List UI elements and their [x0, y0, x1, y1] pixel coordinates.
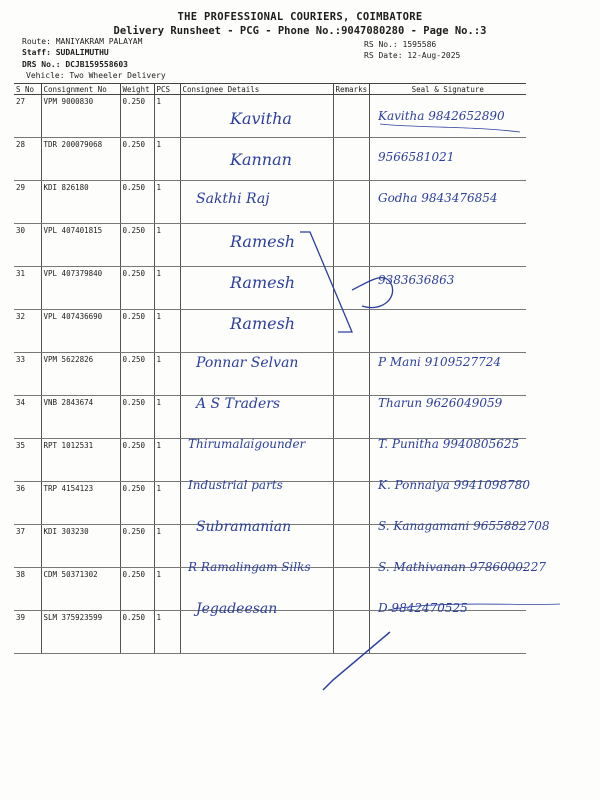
handwritten-consignee: R Ramalingam Silks	[188, 560, 311, 574]
handwritten-consignee: Jegadeesan	[196, 601, 278, 617]
handwritten-consignee: A S Traders	[196, 396, 281, 412]
handwritten-consignee: Kannan	[230, 150, 292, 169]
handwritten-signature: T. Punitha 9940805625	[378, 437, 520, 451]
staff-label: Staff: SUDALIMUTHU	[22, 48, 109, 57]
row-pcs: 1	[154, 310, 180, 353]
table-row	[14, 353, 526, 396]
row-consignment-no: TRP 4154123	[41, 482, 120, 525]
row-signature-cell	[369, 568, 526, 611]
row-sno: 29	[14, 181, 41, 224]
row-signature-cell	[369, 525, 526, 568]
row-consignment-no: VPM 5622826	[41, 353, 120, 396]
handwritten-consignee: Industrial parts	[188, 478, 283, 492]
row-consignment-no: VPM 9000830	[41, 95, 120, 138]
table-row	[14, 439, 526, 482]
row-weight: 0.250	[120, 138, 154, 181]
row-consignee-cell	[180, 568, 333, 611]
handwritten-consignee: Ramesh	[230, 314, 296, 333]
handwritten-consignee: Ponnar Selvan	[196, 355, 299, 371]
col-remarks-header: Remarks	[333, 84, 369, 95]
row-consignee-cell	[180, 310, 333, 353]
handwritten-signature: K. Ponnaiya 9941098780	[378, 478, 530, 492]
row-weight: 0.250	[120, 267, 154, 310]
row-consignee-cell	[180, 138, 333, 181]
row-pcs: 1	[154, 482, 180, 525]
row-consignee-cell	[180, 396, 333, 439]
handwritten-signature: D 9842470525	[378, 601, 468, 615]
col-pcs-header: PCS	[154, 84, 180, 95]
row-consignee-cell	[180, 482, 333, 525]
row-weight: 0.250	[120, 439, 154, 482]
row-consignee-cell	[180, 95, 333, 138]
handwritten-signature: Tharun 9626049059	[378, 396, 503, 410]
table-row	[14, 396, 526, 439]
row-signature-cell	[369, 224, 526, 267]
table-row	[14, 267, 526, 310]
table-row	[14, 138, 526, 181]
row-consignee-cell	[180, 353, 333, 396]
row-consignment-no: TDR 200079068	[41, 138, 120, 181]
table-row	[14, 95, 526, 138]
table-row	[14, 181, 526, 224]
table-row	[14, 568, 526, 611]
row-signature-cell	[369, 439, 526, 482]
handwritten-consignee: Ramesh	[230, 232, 296, 251]
table-row	[14, 224, 526, 267]
col-consignment-header: Consignment No	[41, 84, 120, 95]
row-remarks-cell	[333, 353, 369, 396]
handwritten-consignee: Subramanian	[196, 519, 292, 535]
row-sno: 35	[14, 439, 41, 482]
row-consignment-no: SLM 375923599	[41, 611, 120, 654]
runsheet-table	[14, 83, 526, 654]
rs-date: RS Date: 12-Aug-2025	[364, 51, 461, 60]
rs-number: RS No.: 1595586	[364, 40, 437, 49]
handwritten-signature: Godha 9843476854	[378, 191, 498, 205]
row-consignee-cell	[180, 267, 333, 310]
row-remarks-cell	[333, 138, 369, 181]
row-consignee-cell	[180, 224, 333, 267]
row-sno: 34	[14, 396, 41, 439]
row-remarks-cell	[333, 525, 369, 568]
row-signature-cell	[369, 181, 526, 224]
row-consignment-no: VNB 2843674	[41, 396, 120, 439]
row-remarks-cell	[333, 181, 369, 224]
handwritten-signature: 9566581021	[378, 150, 455, 164]
col-weight-header: Weight	[120, 84, 154, 95]
row-pcs: 1	[154, 353, 180, 396]
row-weight: 0.250	[120, 224, 154, 267]
row-pcs: 1	[154, 568, 180, 611]
row-weight: 0.250	[120, 353, 154, 396]
row-remarks-cell	[333, 482, 369, 525]
row-signature-cell	[369, 95, 526, 138]
row-consignee-cell	[180, 439, 333, 482]
row-consignment-no: VPL 407436690	[41, 310, 120, 353]
row-sno: 39	[14, 611, 41, 654]
row-remarks-cell	[333, 310, 369, 353]
row-pcs: 1	[154, 439, 180, 482]
row-consignment-no: CDM 50371302	[41, 568, 120, 611]
row-sno: 31	[14, 267, 41, 310]
row-sno: 27	[14, 95, 41, 138]
row-consignment-no: KDI 826180	[41, 181, 120, 224]
row-signature-cell	[369, 310, 526, 353]
row-weight: 0.250	[120, 181, 154, 224]
row-sno: 30	[14, 224, 41, 267]
row-sno: 36	[14, 482, 41, 525]
row-pcs: 1	[154, 525, 180, 568]
row-remarks-cell	[333, 396, 369, 439]
row-remarks-cell	[333, 224, 369, 267]
col-consignee-header: Consignee Details	[180, 84, 333, 95]
table-row	[14, 525, 526, 568]
row-weight: 0.250	[120, 482, 154, 525]
row-signature-cell	[369, 611, 526, 654]
row-pcs: 1	[154, 181, 180, 224]
row-signature-cell	[369, 353, 526, 396]
row-pcs: 1	[154, 138, 180, 181]
table-row	[14, 611, 526, 654]
row-consignment-no: KDI 303230	[41, 525, 120, 568]
row-weight: 0.250	[120, 310, 154, 353]
row-weight: 0.250	[120, 611, 154, 654]
row-consignee-cell	[180, 611, 333, 654]
handwritten-signature: 9383636863	[378, 273, 455, 287]
handwritten-consignee: Thirumalaigounder	[188, 437, 306, 451]
runsheet-title: Delivery Runsheet - PCG - Phone No.:9047080280 - Page No.:3	[113, 25, 487, 37]
row-consignee-cell	[180, 181, 333, 224]
row-remarks-cell	[333, 439, 369, 482]
company-name: THE PROFESSIONAL COURIERS, COIMBATORE	[177, 11, 423, 23]
row-signature-cell	[369, 267, 526, 310]
drs-number: DRS No.: DCJB159558603	[22, 60, 128, 69]
col-signature-header: Seal & Signature	[369, 84, 526, 95]
table-row	[14, 310, 526, 353]
row-consignee-cell	[180, 525, 333, 568]
row-signature-cell	[369, 482, 526, 525]
route-label: Route: MANIYAKRAM PALAYAM	[22, 37, 143, 46]
row-pcs: 1	[154, 396, 180, 439]
row-pcs: 1	[154, 267, 180, 310]
handwritten-signature: P Mani 9109527724	[378, 355, 502, 369]
handwritten-signature: Kavitha 9842652890	[378, 109, 505, 123]
row-remarks-cell	[333, 267, 369, 310]
row-signature-cell	[369, 396, 526, 439]
row-weight: 0.250	[120, 95, 154, 138]
row-sno: 28	[14, 138, 41, 181]
handwritten-consignee: Kavitha	[230, 109, 292, 128]
row-pcs: 1	[154, 95, 180, 138]
row-consignment-no: VPL 407379840	[41, 267, 120, 310]
table-header-row	[14, 84, 526, 95]
row-sno: 38	[14, 568, 41, 611]
table-row	[14, 482, 526, 525]
handwritten-consignee: Ramesh	[230, 273, 296, 292]
row-weight: 0.250	[120, 396, 154, 439]
row-remarks-cell	[333, 568, 369, 611]
row-consignment-no: VPL 407401815	[41, 224, 120, 267]
col-sno-header: S No	[14, 84, 41, 95]
row-weight: 0.250	[120, 568, 154, 611]
row-pcs: 1	[154, 611, 180, 654]
row-sno: 32	[14, 310, 41, 353]
handwritten-consignee: Sakthi Raj	[196, 191, 270, 207]
vehicle-label: Vehicle: Two Wheeler Delivery	[26, 71, 166, 80]
handwritten-signature: S. Kanagamani 9655882708	[378, 519, 550, 533]
row-sno: 37	[14, 525, 41, 568]
row-weight: 0.250	[120, 525, 154, 568]
row-remarks-cell	[333, 95, 369, 138]
row-pcs: 1	[154, 224, 180, 267]
row-remarks-cell	[333, 611, 369, 654]
row-consignment-no: RPT 1012531	[41, 439, 120, 482]
row-sno: 33	[14, 353, 41, 396]
handwritten-signature: S. Mathivanan 9786000227	[378, 560, 546, 574]
row-signature-cell	[369, 138, 526, 181]
